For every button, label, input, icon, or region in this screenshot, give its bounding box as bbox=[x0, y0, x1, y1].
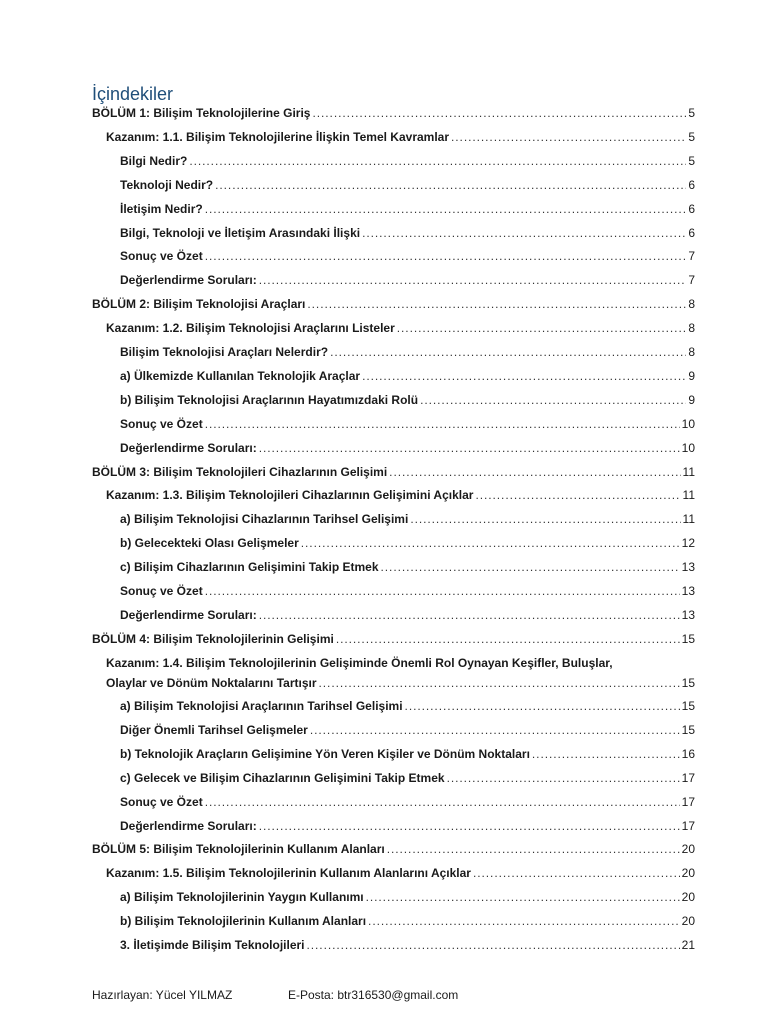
toc-leader-dots bbox=[405, 698, 680, 714]
toc-page-number: 9 bbox=[688, 392, 695, 407]
toc-entry[interactable] bbox=[92, 320, 695, 336]
toc-entry[interactable] bbox=[92, 559, 695, 575]
toc-entry[interactable] bbox=[92, 722, 695, 738]
toc-page-number: 5 bbox=[688, 106, 695, 120]
toc-entry[interactable] bbox=[92, 865, 695, 881]
toc-leader-dots bbox=[259, 272, 687, 288]
toc-leader-dots bbox=[368, 913, 680, 929]
toc-entry-label: Kazanım: 1.3. Bilişim Teknolojileri Cihazlarının Gelişimini Açıklar bbox=[106, 488, 474, 503]
toc-entry-label: c) Bilişim Cihazlarının Gelişimini Takip Etmek bbox=[120, 560, 379, 575]
toc-leader-dots bbox=[336, 631, 680, 647]
toc-leader-dots bbox=[205, 583, 680, 599]
toc-entry-label: a) Ülkemizde Kullanılan Teknolojik Araçlar bbox=[120, 368, 361, 383]
toc-page-number: 8 bbox=[688, 297, 695, 312]
toc-entry[interactable] bbox=[92, 368, 695, 384]
toc-entry[interactable] bbox=[92, 818, 695, 834]
toc-page-number: 21 bbox=[681, 938, 695, 952]
toc-page-number: 17 bbox=[681, 794, 695, 809]
toc-entry[interactable] bbox=[92, 607, 695, 623]
toc-leader-dots bbox=[366, 889, 680, 905]
toc-entry[interactable] bbox=[92, 698, 695, 714]
toc-page-number: 11 bbox=[682, 512, 695, 527]
toc-entry-label: Bilgi Nedir? bbox=[120, 153, 188, 168]
toc-entry[interactable] bbox=[92, 655, 695, 691]
toc-page-number: 8 bbox=[688, 321, 695, 336]
toc-page-number: 16 bbox=[681, 746, 695, 761]
toc-entry-label: Bilişim Teknolojisi Araçları Nelerdir? bbox=[120, 345, 329, 359]
toc-entry-label: Değerlendirme Soruları: bbox=[120, 273, 257, 288]
toc-entry[interactable] bbox=[92, 794, 695, 810]
toc-page-number: 6 bbox=[688, 201, 695, 216]
toc-page-number: 11 bbox=[682, 488, 695, 503]
toc-entry-label: Değerlendirme Soruları: bbox=[120, 440, 257, 455]
toc-leader-dots bbox=[259, 607, 680, 623]
toc-entry-label: BÖLÜM 3: Bilişim Teknolojileri Cihazlarının Gelişimi bbox=[92, 464, 388, 479]
toc-entry[interactable] bbox=[92, 487, 695, 503]
toc-entry[interactable] bbox=[92, 913, 695, 929]
toc-entry[interactable] bbox=[92, 937, 695, 953]
toc-entry-label: Kazanım: 1.5. Bilişim Teknolojilerinin Kullanım Alanlarını Açıklar bbox=[106, 866, 471, 881]
toc-leader-dots bbox=[319, 675, 680, 691]
toc-page-number: 10 bbox=[681, 416, 695, 431]
toc-entry-label: 3. İletişimde Bilişim Teknolojileri bbox=[120, 938, 305, 952]
toc-page-number: 20 bbox=[681, 866, 695, 881]
toc-entry-label: BÖLÜM 1: Bilişim Teknolojilerine Giriş bbox=[92, 106, 311, 120]
toc-page-number: 17 bbox=[681, 818, 695, 833]
toc-entry[interactable] bbox=[92, 631, 695, 647]
toc-entry[interactable] bbox=[92, 177, 695, 193]
toc-leader-dots bbox=[301, 535, 680, 551]
page-title: İçindekiler bbox=[92, 84, 174, 104]
toc-entry[interactable] bbox=[92, 105, 695, 121]
toc-page-number: 10 bbox=[681, 440, 695, 455]
toc-leader-dots bbox=[381, 559, 680, 575]
toc-entry-label: Bilgi, Teknoloji ve İletişim Arasındaki İlişki bbox=[120, 225, 361, 240]
toc-entry[interactable] bbox=[92, 746, 695, 762]
toc-entry-label: Diğer Önemli Tarihsel Gelişmeler bbox=[120, 722, 308, 737]
toc-leader-dots bbox=[189, 153, 686, 169]
toc-leader-dots bbox=[215, 177, 686, 193]
toc-entry[interactable] bbox=[92, 770, 695, 786]
toc-entry-label: Kazanım: 1.4. Bilişim Teknolojilerinin Gelişiminde Önemli Rol Oynayan Keşifler, Buluşlar, bbox=[106, 655, 613, 670]
toc-page-number: 15 bbox=[681, 675, 695, 690]
toc-leader-dots bbox=[259, 440, 680, 456]
toc-entry-label: a) Bilişim Teknolojisi Araçlarının Tarihsel Gelişimi bbox=[120, 699, 403, 713]
toc-entry[interactable] bbox=[92, 535, 695, 551]
toc-page-number: 11 bbox=[682, 464, 695, 479]
page-footer bbox=[92, 988, 458, 1002]
toc-leader-dots bbox=[420, 392, 686, 408]
toc-leader-dots bbox=[397, 320, 687, 336]
toc-entry[interactable] bbox=[92, 511, 695, 527]
toc-entry[interactable] bbox=[92, 201, 695, 217]
toc-entry-label: Kazanım: 1.1. Bilişim Teknolojilerine İlişkin Temel Kavramlar bbox=[106, 129, 450, 144]
toc-entry[interactable] bbox=[92, 464, 695, 480]
toc-leader-dots bbox=[312, 105, 686, 121]
toc-entry-label: İletişim Nedir? bbox=[120, 201, 203, 216]
footer-author: Hazırlayan: Yücel YILMAZ bbox=[92, 988, 233, 1002]
toc-entry[interactable] bbox=[92, 129, 695, 145]
toc-leader-dots bbox=[389, 464, 680, 480]
toc-leader-dots bbox=[362, 368, 686, 384]
toc-entry[interactable] bbox=[92, 296, 695, 312]
toc-entry-label-continued: Olaylar ve Dönüm Noktalarını Tartışır bbox=[106, 675, 317, 690]
toc-leader-dots bbox=[475, 487, 680, 503]
toc-page-number: 13 bbox=[681, 584, 695, 598]
toc-leader-dots bbox=[205, 248, 687, 264]
toc-page-number: 13 bbox=[681, 560, 695, 575]
toc-page-number: 15 bbox=[681, 631, 695, 646]
toc-entry-label: a) Bilişim Teknolojilerinin Yaygın Kullanımı bbox=[120, 890, 364, 905]
toc-entry-label: Teknoloji Nedir? bbox=[120, 177, 214, 192]
toc-entry-label: a) Bilişim Teknolojisi Cihazlarının Tarihsel Gelişimi bbox=[120, 512, 409, 527]
toc-leader-dots bbox=[473, 865, 680, 881]
toc-page-number: 20 bbox=[681, 842, 695, 857]
toc-entry-label: Sonuç ve Özet bbox=[120, 794, 203, 809]
toc-entry-label: b) Teknolojik Araçların Gelişimine Yön Veren Kişiler ve Dönüm Noktaları bbox=[120, 746, 530, 761]
toc-page-number: 20 bbox=[681, 914, 695, 929]
toc-page-number: 6 bbox=[688, 177, 695, 192]
toc-entry-label: BÖLÜM 5: Bilişim Teknolojilerinin Kullanım Alanları bbox=[92, 842, 385, 857]
toc-page-number: 17 bbox=[681, 770, 695, 785]
toc-leader-dots bbox=[205, 416, 680, 432]
toc-entry-label: BÖLÜM 2: Bilişim Teknolojisi Araçları bbox=[92, 297, 306, 312]
toc-entry[interactable] bbox=[92, 344, 695, 360]
toc-leader-dots bbox=[205, 201, 687, 217]
toc-entry[interactable] bbox=[92, 225, 695, 241]
footer-email: E-Posta: btr316530@gmail.com bbox=[288, 988, 459, 1002]
toc-entry-label: Değerlendirme Soruları: bbox=[120, 818, 257, 833]
toc-page-number: 8 bbox=[688, 345, 695, 359]
toc-page-number: 9 bbox=[688, 368, 695, 383]
toc-entry[interactable] bbox=[92, 248, 695, 264]
toc-entry[interactable] bbox=[92, 440, 695, 456]
toc-entry[interactable] bbox=[92, 841, 695, 857]
toc-entry-label: Sonuç ve Özet bbox=[120, 416, 203, 431]
toc-page-number: 15 bbox=[681, 699, 695, 713]
toc-entry[interactable] bbox=[92, 153, 695, 169]
toc-entry-label: Kazanım: 1.2. Bilişim Teknolojisi Araçlarını Listeler bbox=[106, 321, 395, 336]
toc-leader-dots bbox=[310, 722, 680, 738]
toc-entry-label: b) Bilişim Teknolojisi Araçlarının Hayatımızdaki Rolü bbox=[120, 392, 419, 407]
toc-entry-label: Değerlendirme Soruları: bbox=[120, 607, 257, 622]
toc-page-number: 7 bbox=[688, 273, 695, 288]
toc-entry-label: Sonuç ve Özet bbox=[120, 584, 203, 598]
toc-page-number: 7 bbox=[688, 249, 695, 264]
toc-page-number: 5 bbox=[688, 153, 695, 168]
toc-page-number: 6 bbox=[688, 225, 695, 240]
toc-entry[interactable] bbox=[92, 392, 695, 408]
toc-entry-label: c) Gelecek ve Bilişim Cihazlarının Gelişimini Takip Etmek bbox=[120, 770, 445, 785]
toc-leader-dots bbox=[387, 841, 680, 857]
toc-leader-dots bbox=[532, 746, 680, 762]
toc-leader-dots bbox=[330, 344, 686, 360]
toc-leader-dots bbox=[451, 129, 686, 145]
toc-page-number: 13 bbox=[681, 607, 695, 622]
toc-leader-dots bbox=[307, 296, 686, 312]
toc-leader-dots bbox=[307, 937, 680, 953]
toc-page-number: 20 bbox=[681, 890, 695, 905]
toc-entry[interactable] bbox=[92, 272, 695, 288]
toc-entry-label: b) Gelecekteki Olası Gelişmeler bbox=[120, 536, 299, 551]
toc-page-number: 12 bbox=[681, 536, 695, 551]
toc-leader-dots bbox=[259, 818, 680, 834]
toc-leader-dots bbox=[362, 225, 686, 241]
toc-leader-dots bbox=[410, 511, 680, 527]
toc-entry[interactable] bbox=[92, 416, 695, 432]
toc-entry-label: Sonuç ve Özet bbox=[120, 249, 203, 264]
toc-entry-label: b) Bilişim Teknolojilerinin Kullanım Alanları bbox=[120, 914, 367, 929]
toc-leader-dots bbox=[447, 770, 680, 786]
toc-entry-label: BÖLÜM 4: Bilişim Teknolojilerinin Gelişimi bbox=[92, 631, 334, 646]
toc-entry[interactable] bbox=[92, 889, 695, 905]
toc-entry[interactable] bbox=[92, 583, 695, 599]
toc-page-number: 5 bbox=[688, 129, 695, 144]
toc-leader-dots bbox=[205, 794, 680, 810]
toc-page-number: 15 bbox=[681, 722, 695, 737]
